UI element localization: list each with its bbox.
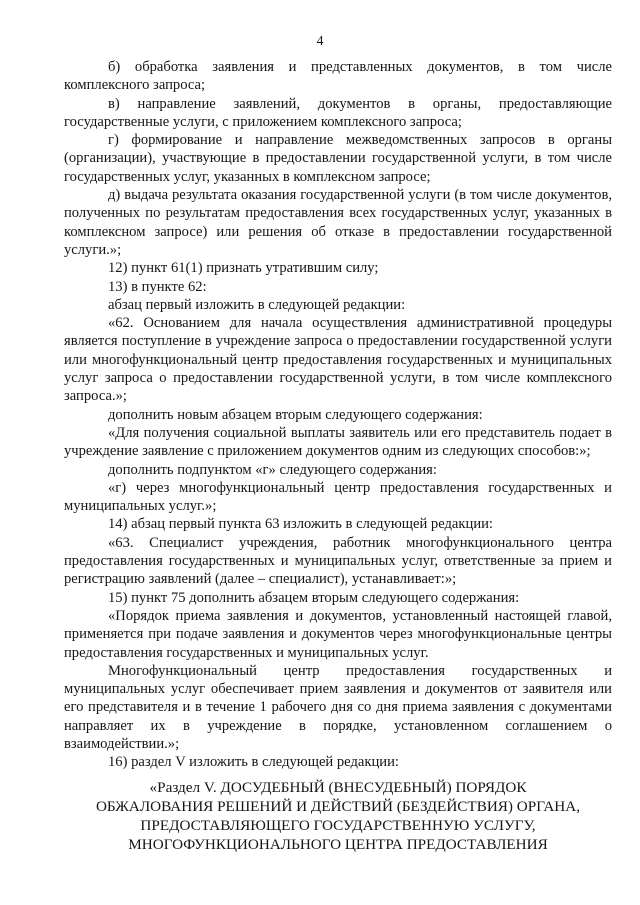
paragraph-item-15: 15) пункт 75 дополнить абзацем вторым следующего содержания: (108, 589, 520, 606)
section-heading-line: ОБЖАЛОВАНИЯ РЕШЕНИЙ И ДЕЙСТВИЙ (БЕЗДЕЙСТВИЯ) ОРГАНА, (95, 798, 581, 815)
paragraph-g-interagency: г) формирование и направление межведомственных запросов в органы (организации), участвующие в предоставлении государственной услуги, в том числе государственных услуг, указанных в комплексном запросе; (64, 132, 612, 185)
section-v-heading (64, 778, 612, 854)
section-heading-line: МНОГОФУНКЦИОНАЛЬНОГО ЦЕНТРА ПРЕДОСТАВЛЕНИЯ (128, 836, 548, 853)
section-heading-line: «Раздел V. ДОСУДЕБНЫЙ (ВНЕСУДЕБНЫЙ) ПОРЯДОК (149, 779, 527, 796)
paragraph-acceptance-procedure: «Порядок приема заявления и документов, установленный настоящей главой, применяется при подаче заявления и документов через многофункциональные центры предоставления государственных и муниципальных услуг. (64, 607, 612, 661)
paragraph-d-result: д) выдача результата оказания государственной услуги (в том числе документов, полученных по результатам предоставления всех государственных услуг, указанных в комплексном запросе) или решения об отказе в предоставлении государственной услуги.»; (64, 187, 612, 258)
paragraph-item-13: 13) в пункте 62: (108, 278, 207, 295)
document-body (64, 58, 612, 772)
paragraph-add-second-abzac: дополнить новым абзацем вторым следующего содержания: (108, 406, 483, 423)
paragraph-first-abzac: абзац первый изложить в следующей редакции: (108, 296, 406, 313)
paragraph-item-14: 14) абзац первый пункта 63 изложить в следующей редакции: (108, 516, 493, 533)
paragraph-v-sending: в) направление заявлений, документов в органы, предоставляющие государственные услуги, с приложением комплексного запроса; (64, 95, 612, 130)
paragraph-subitem-g-mfc: «г) через многофункциональный центр предоставления государственных и муниципальных услуг.»; (64, 479, 612, 515)
paragraph-b-processing: б) обработка заявления и представленных документов, в том числе комплексного запроса; (64, 59, 612, 94)
paragraph-add-subitem-g: дополнить подпунктом «г» следующего содержания: (108, 461, 437, 478)
paragraph-clause-62: «62. Основанием для начала осуществления административной процедуры является поступление в учреждение запроса о предоставлении государственной услуги или многофункциональный центр предоставления государственных и муниципальных услуг запроса о предоставлении государственной услуги, в том числе комплексного запроса.»; (64, 315, 612, 405)
paragraph-mfc-provides: Многофункциональный центр предоставления государственных и муниципальных услуг обеспечивает прием заявления и документов от заявителя или его представителя и в течение 1 рабочего дня со дня приема заявления с документами направляет их в учреждение в порядке, установленном соглашением о взаимодействии.»; (64, 662, 612, 752)
paragraph-clause-63: «63. Специалист учреждения, работник многофункционального центра предоставления государственных и муниципальных услуг, ответственные за прием и регистрацию заявлений (далее – специалист), устанавливает:»; (64, 534, 612, 588)
page-number: 4 (316, 34, 324, 49)
paragraph-social-payment: «Для получения социальной выплаты заявитель или его представитель подает в учреждение заявление с приложением документов одним из следующих способов:»; (64, 424, 612, 460)
paragraph-item-16: 16) раздел V изложить в следующей редакции: (108, 754, 399, 771)
paragraph-item-12: 12) пункт 61(1) признать утратившим силу; (108, 260, 379, 277)
section-heading-line: ПРЕДОСТАВЛЯЮЩЕГО ГОСУДАРСТВЕННУЮ УСЛУГУ, (140, 817, 536, 834)
